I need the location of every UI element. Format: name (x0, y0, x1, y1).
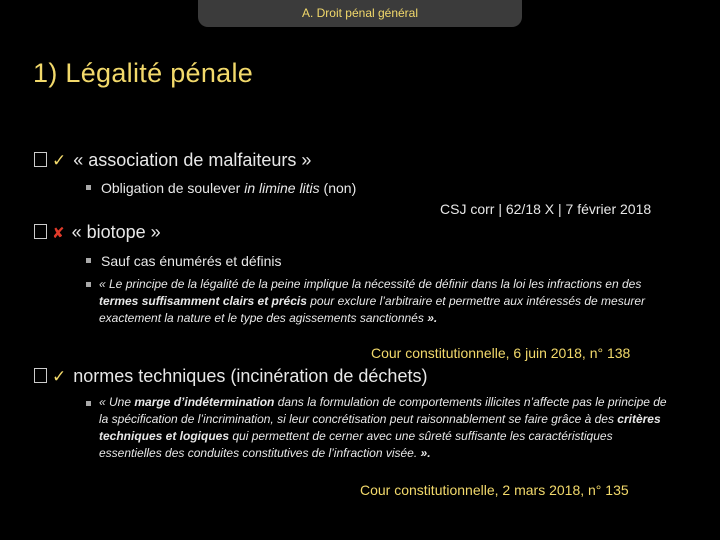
item-biotope (34, 222, 161, 243)
slide-title: 1) Légalité pénale (33, 58, 254, 88)
cross-icon: ✘ (52, 225, 65, 242)
citation: Cour constitutionnelle, 6 juin 2018, n° 138 (371, 345, 631, 361)
bullet-icon (86, 185, 91, 190)
section-header-tab (198, 0, 522, 27)
checkbox-icon (34, 368, 47, 383)
checkbox-icon (34, 224, 47, 239)
item-association (34, 150, 311, 171)
item-label: normes techniques (incinération de déchets) (73, 366, 428, 386)
citation: Cour constitutionnelle, 2 mars 2018, n° 135 (360, 482, 629, 498)
bullet-icon (86, 282, 91, 287)
checkbox-icon (34, 152, 47, 167)
bullet-icon (86, 258, 91, 263)
reference-citation: CSJ corr | 62/18 X | 7 février 2018 (440, 201, 652, 217)
bullet-icon (86, 401, 91, 406)
item-normes-techniques (34, 366, 427, 387)
slide-content (0, 118, 720, 540)
quote-text: « Le principe de la légalité de la peine implique la nécessité de définir dans la loi les infractions en des termes suffisamment clairs et précis pour exclure l’arbitraire et permettre aux intéressés de mesurer exactement la nature et le type des agissements sanctionnés ». (99, 277, 646, 325)
sub-item: Sauf cas énumérés et définis (86, 253, 282, 269)
sub-item: Obligation de soulever in limine litis (non) (86, 180, 356, 196)
item-label: « biotope » (71, 222, 161, 242)
check-icon: ✓ (52, 151, 67, 170)
check-icon: ✓ (52, 367, 67, 386)
item-label: « association de malfaiteurs » (73, 150, 312, 170)
section-label: A. Droit pénal général (301, 6, 419, 20)
quote-text: « Une marge d’indétermination dans la formulation de comportements illicites n’affecte pas le principe de la spécification de l’incrimination, si leur concrétisation peut raisonnablement se faire grâce à des critères techniques et logiques qui permettent de cerner avec une sûreté suffisante les caractéristiques essentielles des conduites constitutives de l’infraction visée. ». (99, 395, 667, 460)
